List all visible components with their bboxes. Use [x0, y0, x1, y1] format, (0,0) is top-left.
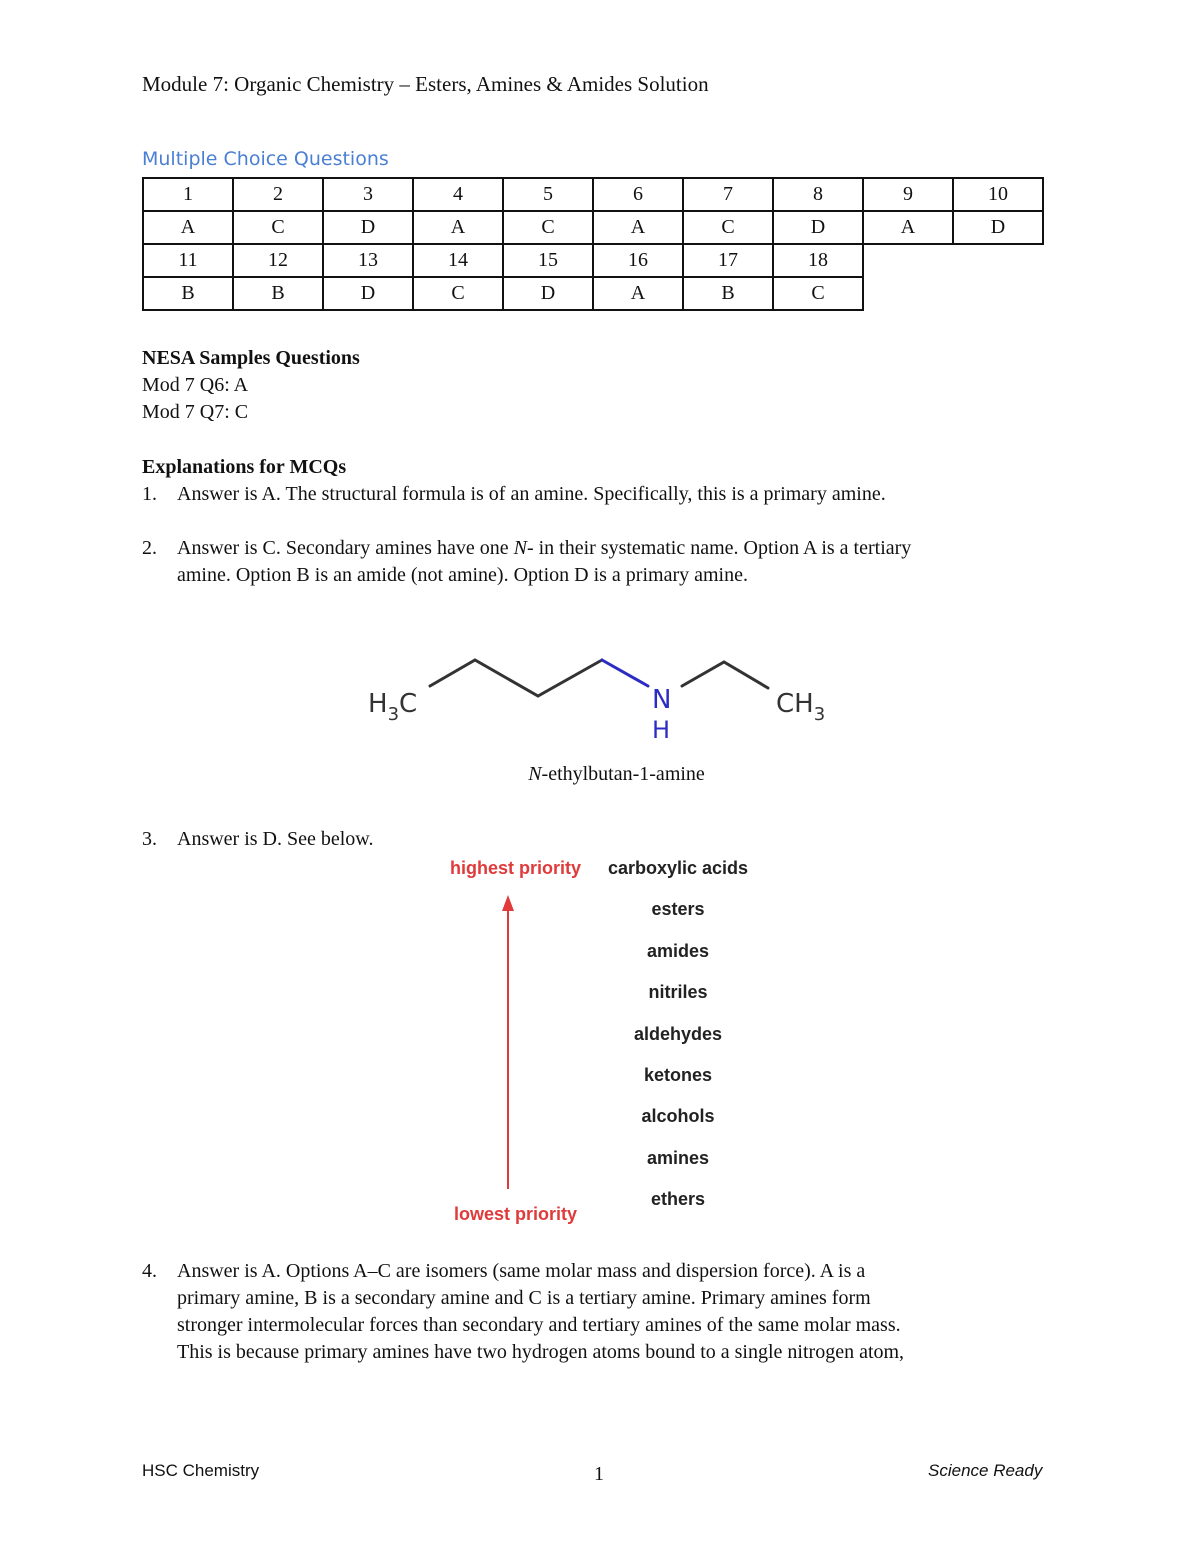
structural-formula: [360, 650, 850, 750]
answer-cell: C: [683, 211, 773, 244]
question-number-cell: 11: [143, 244, 233, 277]
empty-cell: [953, 277, 1043, 310]
question-number-cell: 7: [683, 178, 773, 211]
explanation-text: Answer is D. See below.: [177, 828, 374, 850]
nesa-heading: NESA Samples Questions: [142, 347, 360, 369]
lowest-priority-label: lowest priority: [454, 1204, 578, 1224]
mcq-answer-table: [142, 177, 1044, 311]
answer-cell: C: [503, 211, 593, 244]
explanation-text: stronger intermolecular forces than secondary and tertiary amines of the same molar mass.: [177, 1314, 901, 1336]
nitrogen-atom: N: [652, 685, 672, 715]
list-item: carboxylic acids: [607, 858, 749, 878]
explanation-text: Answer is A. The structural formula is of an amine. Specifically, this is a primary amine.: [177, 483, 886, 505]
list-item: ethers: [650, 1189, 706, 1209]
table-row: [143, 211, 1043, 244]
answer-cell: A: [593, 211, 683, 244]
answer-cell: D: [773, 211, 863, 244]
nesa-q6-answer: Mod 7 Q6: A: [142, 374, 249, 396]
list-number: 2.: [142, 537, 157, 559]
explanation-text: primary amine, B is a secondary amine and C is a tertiary amine. Primary amines form: [177, 1287, 871, 1309]
list-item: aldehydes: [633, 1024, 723, 1044]
list-item: esters: [651, 899, 705, 919]
question-number-cell: 9: [863, 178, 953, 211]
question-number-cell: 18: [773, 244, 863, 277]
explanations-heading: Explanations for MCQs: [142, 456, 347, 478]
question-number-cell: 17: [683, 244, 773, 277]
question-number-cell: 3: [323, 178, 413, 211]
explanation-text: This is because primary amines have two hydrogen atoms bound to a single nitrogen atom,: [177, 1341, 905, 1363]
methyl-group-right: $CH_3$: [776, 689, 826, 725]
answer-cell: D: [323, 277, 413, 310]
question-number-cell: 4: [413, 178, 503, 211]
question-number-cell: 15: [503, 244, 593, 277]
caption-text: -ethylbutan-1-amine: [541, 763, 705, 785]
footer-right: Science Ready: [928, 1461, 1043, 1480]
answer-cell: B: [233, 277, 323, 310]
table-row: [143, 244, 1043, 277]
answer-cell: D: [503, 277, 593, 310]
answer-cell: C: [413, 277, 503, 310]
footer-left: HSC Chemistry: [142, 1461, 260, 1480]
priority-arrow: [498, 893, 518, 1193]
mcq-heading: Multiple Choice Questions: [142, 148, 389, 170]
explanation-text: Answer is C. Secondary amines have one N- in their systematic name. Option A is a tertiary: [177, 537, 912, 559]
explanation-text: amine. Option B is an amide (not amine). Option D is a primary amine.: [177, 564, 748, 586]
question-number-cell: 1: [143, 178, 233, 211]
answer-cell: A: [593, 277, 683, 310]
question-number-cell: 12: [233, 244, 323, 277]
methyl-group-left: $H_3C$: [368, 689, 418, 725]
caption-italic: N: [528, 763, 542, 785]
answer-cell: D: [953, 211, 1043, 244]
list-number: 1.: [142, 483, 157, 505]
answer-cell: C: [773, 277, 863, 310]
answer-cell: A: [143, 211, 233, 244]
answer-cell: D: [323, 211, 413, 244]
question-number-cell: 13: [323, 244, 413, 277]
empty-cell: [863, 244, 953, 277]
arrow-head: [502, 895, 514, 911]
question-number-cell: 2: [233, 178, 323, 211]
list-item: nitriles: [648, 982, 708, 1002]
bond-line: [682, 662, 768, 688]
answer-cell: B: [143, 277, 233, 310]
list-item: amines: [646, 1148, 710, 1168]
nesa-q7-answer: Mod 7 Q7: C: [142, 401, 249, 423]
highest-priority-label: highest priority: [450, 858, 582, 878]
italic-n-prefix: N: [513, 537, 527, 559]
answer-cell: A: [863, 211, 953, 244]
table-row: [143, 178, 1043, 211]
document-title: Module 7: Organic Chemistry – Esters, Amines & Amides Solution: [142, 72, 709, 96]
answer-cell: A: [413, 211, 503, 244]
question-number-cell: 8: [773, 178, 863, 211]
question-number-cell: 5: [503, 178, 593, 211]
bond-line: [430, 660, 602, 696]
empty-cell: [863, 277, 953, 310]
structure-caption: [0, 763, 1200, 786]
question-number-cell: 6: [593, 178, 683, 211]
list-item: alcohols: [641, 1106, 715, 1126]
page-number: 1: [594, 1463, 604, 1485]
explanation-text: Answer is A. Options A–C are isomers (same molar mass and dispersion force). A is a: [177, 1260, 866, 1282]
table-row: [143, 277, 1043, 310]
list-item: ketones: [643, 1065, 713, 1085]
list-number: 3.: [142, 828, 157, 850]
list-number: 4.: [142, 1260, 157, 1282]
n-bond-line: [602, 660, 648, 686]
list-item: amides: [646, 941, 710, 961]
question-number-cell: 16: [593, 244, 683, 277]
answer-cell: C: [233, 211, 323, 244]
answer-cell: B: [683, 277, 773, 310]
question-number-cell: 10: [953, 178, 1043, 211]
carbon-chain: [430, 660, 768, 696]
amine-hydrogen: H: [652, 716, 671, 744]
empty-cell: [953, 244, 1043, 277]
question-number-cell: 14: [413, 244, 503, 277]
